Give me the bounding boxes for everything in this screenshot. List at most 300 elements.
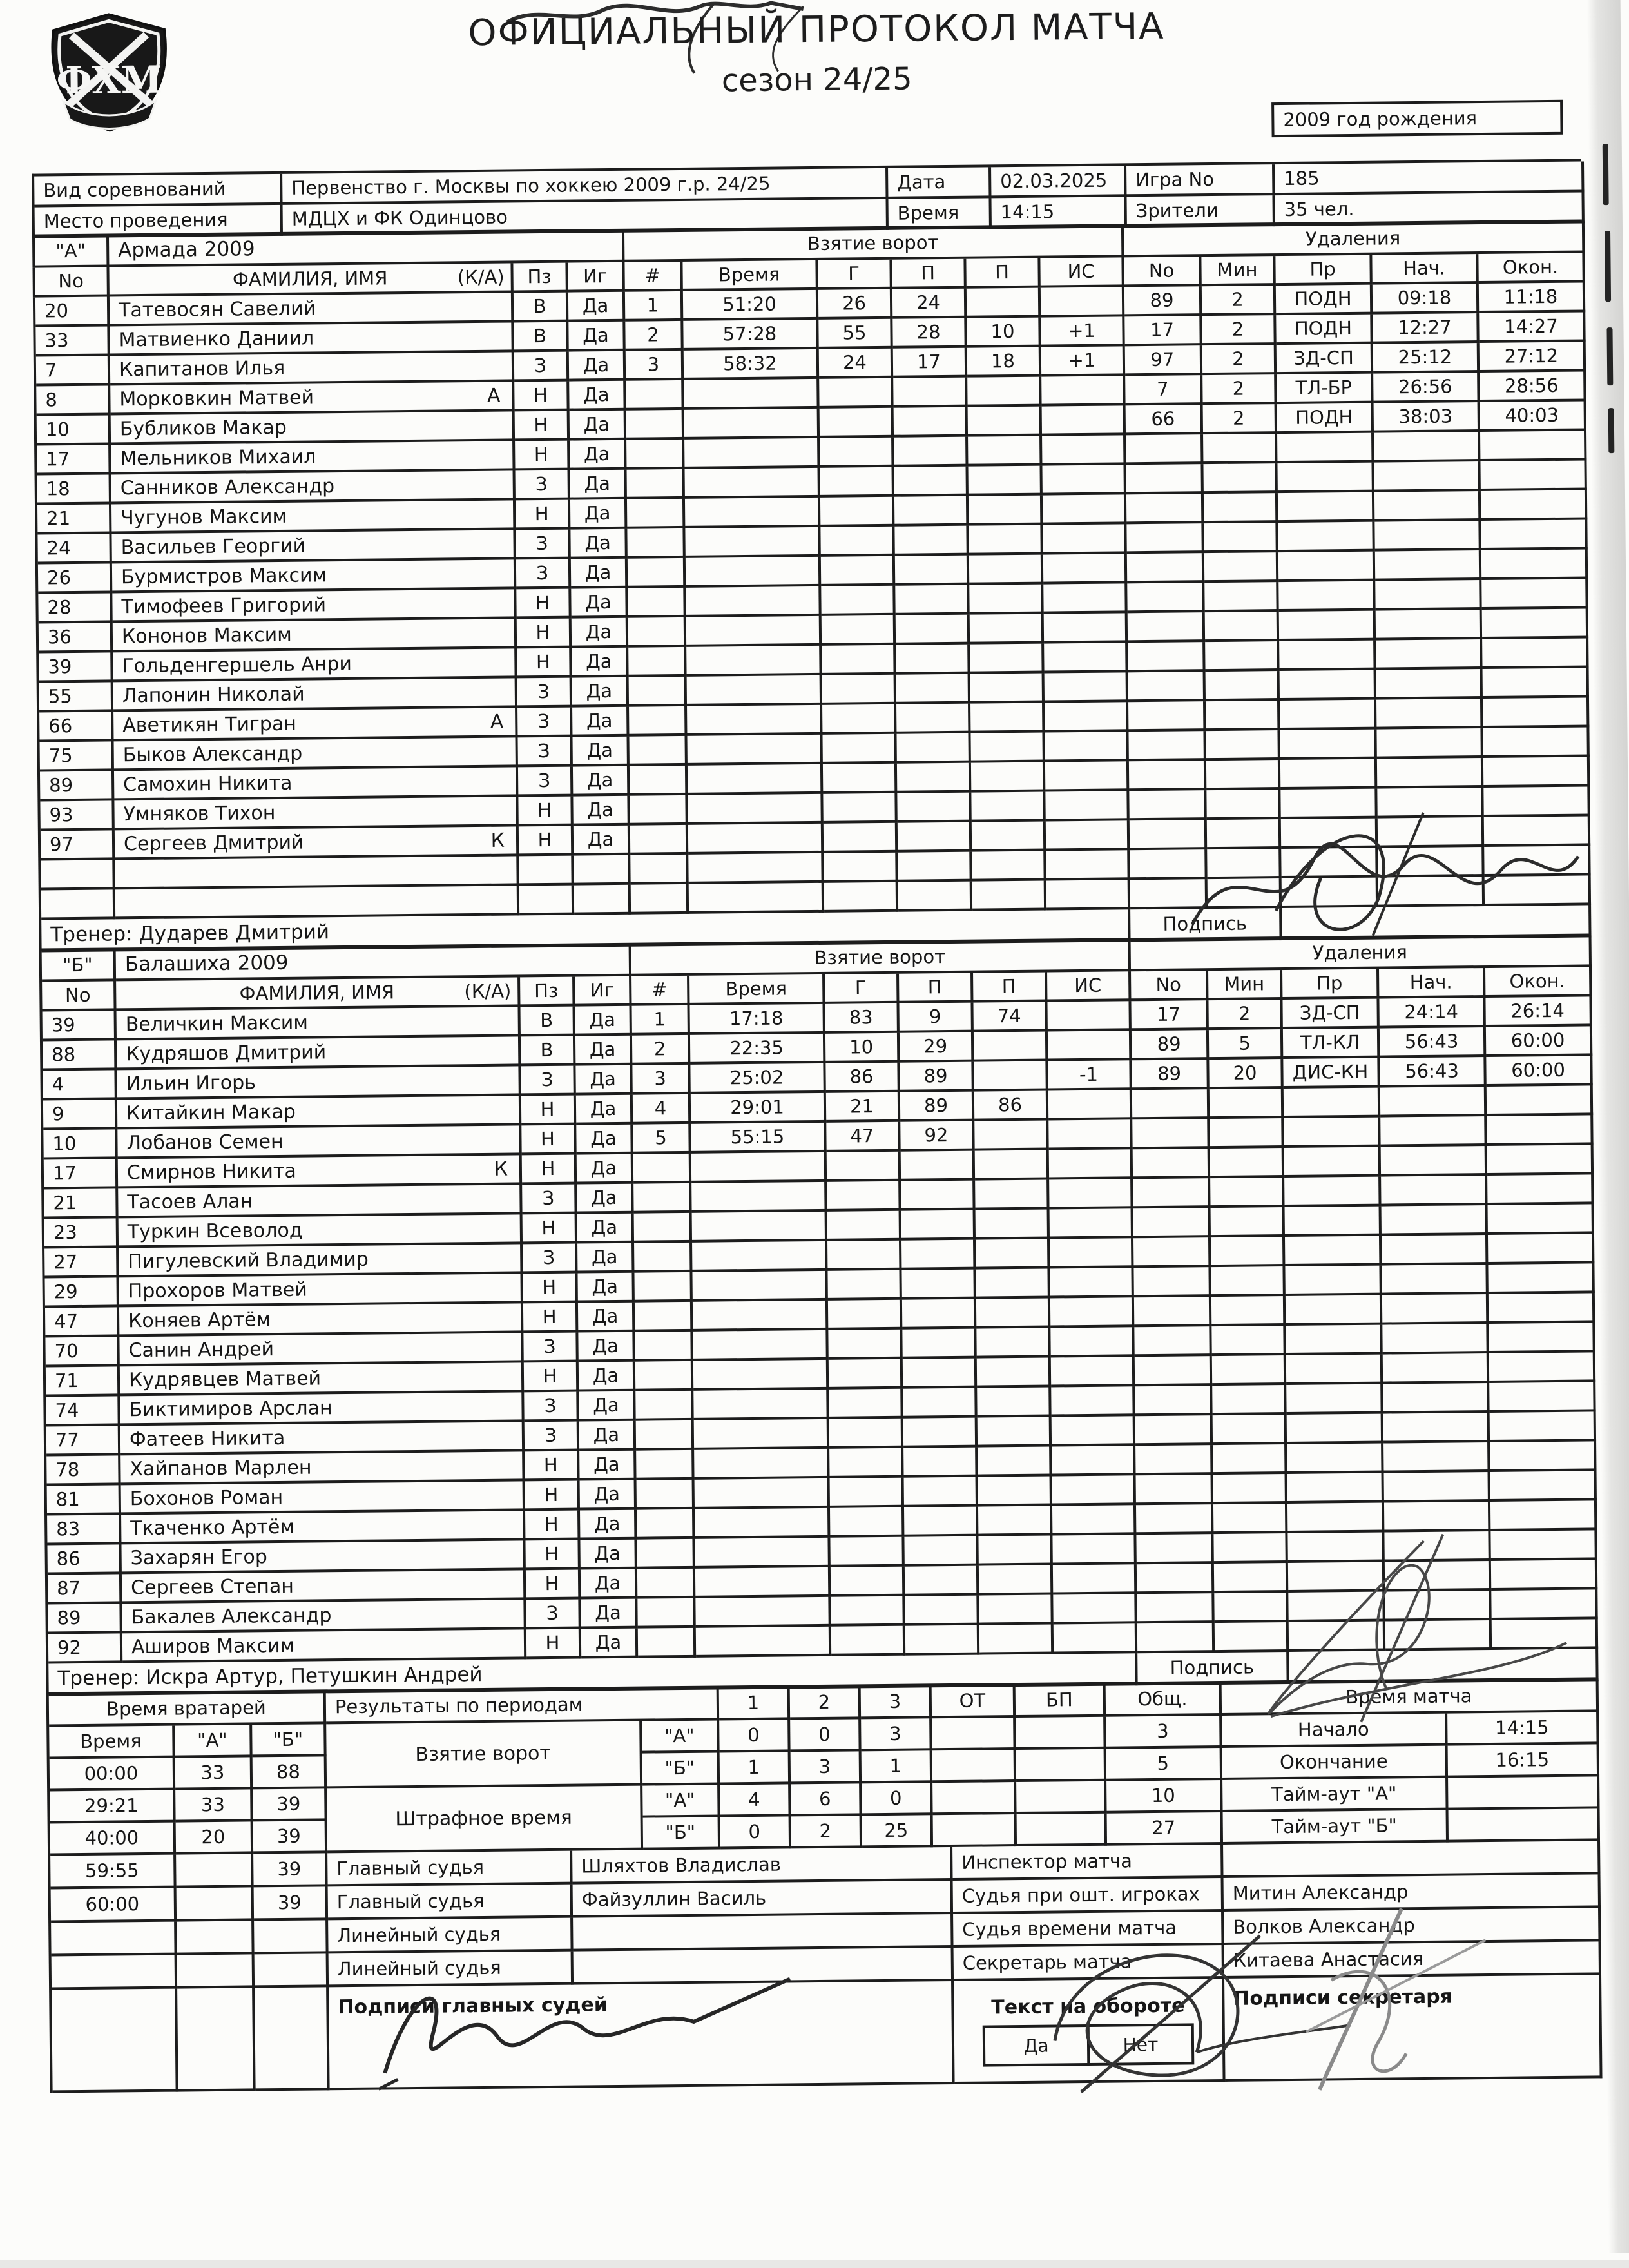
player-name: Капитанов Илья — [119, 354, 500, 381]
goal-time-cell — [685, 527, 820, 558]
goal-time-cell — [686, 586, 821, 617]
assist2-cell — [975, 1180, 1049, 1210]
penalty-type-cell — [1281, 819, 1378, 849]
penalty-number-header: No — [1124, 257, 1201, 287]
penalty-type-header: Пр — [1275, 255, 1372, 286]
player-name: Аветикян Тигран — [122, 710, 490, 736]
player-name-cell — [113, 708, 517, 741]
date-value: 02.03.2025 — [991, 166, 1126, 198]
penalty-type-cell — [1286, 1384, 1383, 1415]
penalty-start-cell — [1374, 432, 1480, 463]
player-number-cell: 66 — [39, 712, 113, 742]
assist2-cell — [976, 1239, 1050, 1270]
goalie-time-cell: 39 — [253, 1853, 327, 1887]
assist2-cell — [976, 1269, 1050, 1299]
played-cell: Да — [581, 1629, 638, 1659]
official-name-right: Митин Александр — [1224, 1874, 1601, 1912]
goal-number-cell — [627, 528, 685, 559]
goalie-time-cell — [177, 1887, 254, 1921]
position-cell: З — [516, 559, 571, 590]
goal-time-cell — [695, 1567, 831, 1598]
penalty-type-cell — [1284, 1118, 1380, 1148]
goal-number-cell — [637, 1569, 695, 1599]
penalty-minutes-cell: 20 — [1209, 1059, 1283, 1089]
official-name-left — [574, 1948, 954, 1985]
player-name-cell — [118, 1185, 522, 1218]
player-number-cell: 7 — [36, 356, 110, 386]
goal-scorer-cell — [828, 1300, 902, 1330]
penalty-end-cell — [1481, 549, 1588, 580]
player-name-cell — [118, 1155, 522, 1188]
goal-number-cell — [634, 1243, 692, 1273]
goal-number-cell: 3 — [626, 351, 684, 381]
player-name-cell — [115, 856, 519, 889]
goal-time-cell — [695, 1508, 830, 1539]
position-cell — [519, 886, 574, 916]
player-name: Пигулевский Владимир — [128, 1246, 508, 1273]
assist2-cell — [969, 555, 1043, 585]
name-header-label: ФАМИЛИЯ, ИМЯ — [116, 980, 517, 1005]
assist1-cell — [901, 1151, 975, 1181]
penalty-start-cell — [1377, 758, 1483, 789]
penalty-minutes-cell: 2 — [1203, 404, 1277, 434]
played-cell: Да — [578, 1332, 635, 1362]
penalty-minutes-cell — [1213, 1444, 1287, 1475]
goal-scorer-cell: 24 — [819, 349, 893, 379]
game-number-label: Игра No — [1126, 164, 1275, 197]
played-cell: Да — [570, 411, 626, 441]
penalty-minutes-cell: 2 — [1202, 374, 1277, 405]
goal-scorer-header: Г — [818, 260, 892, 290]
player-number-cell: 4 — [43, 1070, 117, 1100]
player-number-cell: 55 — [39, 682, 113, 712]
penalty-type-cell — [1280, 670, 1376, 701]
goal-scorer-cell — [830, 1478, 904, 1508]
player-number-cell: 20 — [35, 296, 110, 327]
position-cell: Н — [524, 1362, 579, 1393]
penalty-minutes-cell — [1204, 493, 1278, 523]
goal-number-cell — [638, 1628, 696, 1658]
goal-scorer-cell — [824, 882, 898, 913]
officials-block — [48, 1841, 1599, 1990]
goal-number-cell — [633, 1183, 691, 1214]
goalie-time-cell — [52, 1955, 177, 1990]
goal-number-cell — [634, 1272, 692, 1303]
goal-time-cell — [686, 646, 822, 677]
penalty-number-cell — [1128, 701, 1206, 732]
penalty-minutes-cell — [1203, 463, 1277, 494]
goal-number-cell: 2 — [632, 1035, 690, 1065]
penalty-start-cell — [1381, 1176, 1487, 1207]
penalty-start-cell: 56:43 — [1380, 1027, 1486, 1058]
goal-number-cell — [635, 1332, 693, 1362]
played-cell: Да — [571, 588, 628, 619]
player-number-cell: 9 — [43, 1100, 117, 1130]
goal-scorer-cell — [822, 615, 896, 646]
player-number-cell: 33 — [35, 326, 110, 356]
player-number-cell: 17 — [44, 1159, 118, 1189]
goal-scorer-cell — [822, 734, 896, 764]
player-name-cell — [111, 470, 516, 504]
penalty-number-cell — [1128, 642, 1205, 672]
penalty-end-cell — [1483, 697, 1589, 728]
penalty-end-cell — [1488, 1234, 1594, 1265]
penalty-end-cell — [1480, 431, 1586, 461]
goal-scorer-cell — [822, 645, 896, 675]
match-time-title: Время матча — [1222, 1680, 1599, 1716]
coach-name: Тренер: Дударев Дмитрий — [41, 909, 1130, 952]
penalty-type-cell — [1289, 1622, 1385, 1652]
player-name — [124, 870, 505, 874]
plusminus-cell: -1 — [1048, 1060, 1132, 1090]
assist1-cell — [898, 882, 972, 912]
plusminus-cell — [1049, 1179, 1133, 1209]
player-name-cell — [119, 1333, 523, 1366]
penalty-type-cell — [1286, 1355, 1383, 1385]
period-col-header-Общ.: Общ. — [1106, 1683, 1222, 1717]
periods-value-cell — [1017, 1814, 1107, 1846]
birth-year-box: 2009 год рождения — [1271, 100, 1563, 137]
teamA-rows — [33, 283, 1588, 920]
penalty-minutes-cell — [1205, 641, 1279, 672]
goal-number-cell — [626, 380, 684, 411]
assist2-cell — [978, 1447, 1052, 1477]
player-number-cell: 47 — [45, 1307, 119, 1337]
played-cell: Да — [577, 1184, 633, 1214]
player-number-cell: 21 — [44, 1188, 118, 1219]
penalty-start-cell — [1377, 788, 1483, 819]
goalie-time-cell: 60:00 — [51, 1888, 177, 1923]
assist2-cell — [978, 1535, 1052, 1565]
official-name-right: Китаева Анастасия — [1224, 1941, 1601, 1979]
penalty-number-cell — [1126, 523, 1204, 554]
penalty-start-cell — [1376, 610, 1482, 641]
penalty-start-cell — [1376, 728, 1483, 759]
penalty-minutes-cell — [1205, 612, 1279, 642]
assist1-cell — [898, 822, 972, 853]
position-cell: З — [526, 1600, 581, 1630]
empty-cell — [177, 1988, 256, 2091]
goals-section-header: Взятие ворот — [624, 226, 1124, 262]
assist2-cell — [968, 407, 1042, 437]
penalty-minutes-cell — [1208, 878, 1282, 909]
penalty-type-cell — [1288, 1562, 1385, 1593]
assist1-cell — [905, 1625, 979, 1656]
goal-time-header: Время — [682, 260, 818, 291]
played-cell: Да — [579, 1362, 635, 1392]
penalty-type-header: Пр — [1282, 969, 1379, 1000]
plusminus-header: ИС — [1040, 257, 1124, 287]
goal-number-cell — [629, 677, 687, 707]
player-number-cell: 21 — [37, 504, 111, 534]
plusminus-cell — [1048, 1119, 1132, 1150]
official-name-left — [573, 1914, 953, 1952]
penalty-type-cell — [1287, 1473, 1384, 1504]
penalty-end-cell — [1481, 579, 1588, 610]
goal-time-cell — [696, 1627, 831, 1658]
player-number-cell: 87 — [48, 1574, 122, 1604]
document-subtitle: сезон 24/25 — [204, 56, 1429, 104]
penalty-end-cell: 60:00 — [1486, 1056, 1592, 1087]
player-name-cell — [111, 441, 515, 474]
penalty-end-cell — [1482, 638, 1588, 669]
plusminus-cell — [1049, 1149, 1133, 1179]
plusminus-cell: +1 — [1041, 316, 1124, 347]
goal-scorer-cell — [829, 1448, 903, 1478]
penalty-minutes-cell — [1210, 1178, 1284, 1208]
penalty-type-cell — [1280, 730, 1376, 760]
penalty-end-cell — [1484, 846, 1590, 877]
played-cell: Да — [572, 737, 629, 767]
goal-time-cell: 57:28 — [683, 320, 818, 351]
penalty-minutes-cell — [1206, 790, 1280, 820]
player-name-cell — [113, 619, 517, 652]
periods-value-cell: 3 — [1106, 1716, 1222, 1749]
player-name-cell — [122, 1600, 526, 1633]
player-name-cell — [115, 886, 519, 919]
venue-label: Место проведения — [35, 205, 283, 238]
position-cell: В — [514, 322, 568, 353]
played-cell: Да — [580, 1510, 637, 1540]
plusminus-cell — [1041, 376, 1125, 406]
periods-team-cell: "Б" — [643, 1817, 720, 1850]
position-cell: Н — [523, 1303, 578, 1333]
goal-time-cell — [688, 794, 823, 825]
penalty-start-cell — [1382, 1205, 1488, 1236]
empty-cell — [52, 1989, 178, 2093]
assist1-cell — [896, 704, 970, 734]
player-name: Фатеев Никита — [130, 1424, 510, 1451]
periods-value-cell: 4 — [720, 1784, 791, 1817]
assist1-cell: 92 — [900, 1121, 974, 1152]
captain-mark: К — [494, 1158, 519, 1180]
player-name: Ильин Игорь — [126, 1069, 506, 1095]
goal-scorer-cell — [827, 1181, 901, 1212]
goal-scorer-cell — [820, 438, 894, 468]
penalty-start-cell: 24:14 — [1379, 998, 1485, 1029]
position-cell: Н — [525, 1511, 580, 1541]
goalie-time-cell — [254, 1920, 328, 1954]
plusminus-cell — [1048, 1090, 1132, 1120]
player-name: Сергеев Дмитрий — [124, 829, 491, 855]
player-name: Ткаченко Артём — [130, 1513, 511, 1540]
player-name — [124, 900, 505, 904]
player-name-cell — [114, 767, 518, 800]
assist2-cell — [968, 466, 1042, 496]
position-cell: Н — [523, 1214, 577, 1245]
penalty-end-cell — [1488, 1204, 1594, 1235]
player-name-cell — [119, 1303, 523, 1337]
penalty-minutes-cell — [1210, 1118, 1284, 1149]
penalty-type-cell: ПОДН — [1276, 285, 1373, 315]
goal-scorer-cell — [820, 497, 894, 527]
periods-value-cell: 0 — [719, 1720, 790, 1752]
position-cell: Н — [521, 1125, 576, 1156]
player-number-cell: 17 — [37, 445, 111, 475]
position-cell: В — [521, 1007, 575, 1037]
goalie-col-header: "А" — [175, 1725, 252, 1758]
position-cell: Н — [518, 797, 573, 827]
penalty-number-cell — [1135, 1386, 1212, 1416]
assist2-cell — [970, 614, 1044, 645]
document-title: ОФИЦИАЛЬНЫЙ ПРОТОКОЛ МАТЧА — [204, 3, 1429, 57]
penalty-number-cell — [1136, 1475, 1213, 1505]
penalty-minutes-cell — [1206, 701, 1280, 731]
player-number-cell — [41, 860, 115, 890]
played-cell: Да — [568, 322, 625, 352]
penalty-end-cell — [1483, 757, 1590, 788]
assist2-cell — [970, 644, 1044, 674]
assist2-cell: 86 — [974, 1091, 1048, 1121]
goal-number-cell — [628, 647, 686, 677]
penalty-number-cell — [1130, 849, 1207, 880]
goal-number-cell — [635, 1302, 693, 1332]
penalty-number-cell — [1128, 672, 1206, 702]
official-name-left: Шляхтов Владислав — [572, 1847, 952, 1885]
penalty-number-cell — [1127, 583, 1204, 613]
played-header: Иг — [568, 262, 624, 293]
goal-time-cell — [688, 824, 824, 855]
assist1-cell: 89 — [900, 1092, 974, 1122]
penalty-number-cell: 89 — [1124, 286, 1202, 316]
played-cell: Да — [571, 559, 628, 589]
goalie-time-cell: 29:21 — [50, 1790, 175, 1824]
goal-scorer-cell: 47 — [826, 1122, 900, 1152]
position-cell: З — [522, 1185, 577, 1215]
penalty-number-cell: 17 — [1124, 316, 1202, 346]
goal-scorer-cell — [827, 1211, 901, 1241]
penalty-minutes-cell — [1204, 523, 1278, 553]
assist2-cell — [970, 674, 1045, 704]
player-name: Мельников Михаил — [120, 443, 501, 470]
goal-time-cell — [692, 1271, 827, 1302]
goalie-col-header: "Б" — [252, 1724, 326, 1757]
player-name: Кудрявцев Матвей — [129, 1365, 510, 1391]
goalie-time-cell — [177, 1921, 254, 1955]
goalie-time-cell — [176, 1854, 253, 1888]
penalty-start-cell — [1374, 521, 1481, 552]
player-name-cell — [113, 648, 517, 682]
assist2-cell — [978, 1506, 1052, 1536]
penalty-type-cell — [1286, 1295, 1382, 1326]
player-name: Морковкин Матвей — [119, 384, 487, 410]
goalie-time-cell: 33 — [175, 1789, 253, 1822]
plusminus-cell — [1042, 405, 1126, 436]
played-cell: Да — [580, 1540, 637, 1570]
penalty-type-cell — [1280, 789, 1377, 819]
penalty-start-cell — [1376, 669, 1483, 700]
assist2-cell — [969, 525, 1043, 556]
assist1-cell: 9 — [899, 1003, 973, 1033]
penalty-minutes-cell — [1214, 1593, 1288, 1623]
assist1-cell — [905, 1596, 979, 1626]
penalty-end-cell — [1487, 1115, 1593, 1146]
team-name: Балашиха 2009 — [116, 945, 631, 982]
player-number-cell: 10 — [37, 415, 111, 445]
player-number-cell: 93 — [40, 800, 114, 831]
goal-scorer-cell — [829, 1389, 903, 1419]
goal-scorer-cell — [819, 378, 893, 409]
penalty-number-cell: 17 — [1131, 1000, 1208, 1031]
periods-value-cell: 3 — [791, 1751, 862, 1784]
player-number-cell: 81 — [47, 1485, 121, 1515]
player-name-cell — [122, 1629, 526, 1663]
player-number-cell: 28 — [38, 593, 112, 623]
plusminus-cell — [1053, 1594, 1137, 1624]
plusminus-cell — [1042, 435, 1126, 465]
player-name: Тасоев Алан — [127, 1187, 508, 1214]
goalie-times-title: Время вратарей — [49, 1692, 326, 1727]
assist1-cell — [894, 526, 969, 556]
played-cell: Да — [580, 1480, 637, 1511]
goal-time-cell — [684, 379, 819, 410]
assist2-cell — [970, 733, 1045, 763]
player-name-cell — [117, 1125, 521, 1159]
goal-time-cell — [693, 1390, 829, 1420]
player-number-cell: 39 — [39, 652, 113, 683]
goal-scorer-cell — [820, 527, 894, 557]
player-name: Татевосян Савелий — [119, 295, 499, 322]
assist2-cell — [972, 881, 1046, 911]
captain-mark: А — [487, 384, 512, 407]
periods-value-cell: 5 — [1106, 1748, 1222, 1781]
assist1-cell: 24 — [892, 289, 967, 319]
periods-team-cell: "А" — [642, 1720, 719, 1753]
plusminus-cell — [1045, 791, 1129, 821]
penalty-type-cell: ТЛ-КЛ — [1283, 1029, 1380, 1059]
logo-text: ФХМ — [56, 58, 162, 103]
goal-number-cell — [626, 410, 684, 440]
played-cell: Да — [575, 1065, 632, 1096]
goal-time-cell: 25:02 — [690, 1063, 825, 1094]
penalty-type-cell — [1278, 492, 1374, 523]
penalty-number-cell — [1133, 1149, 1210, 1179]
spectators-value: 35 чел. — [1275, 192, 1584, 226]
position-cell: Н — [517, 619, 572, 649]
assist2-cell — [971, 762, 1045, 793]
played-cell: Да — [570, 440, 626, 470]
penalty-end-cell — [1482, 608, 1588, 639]
plusminus-cell — [1047, 1001, 1131, 1031]
player-name-cell — [110, 352, 514, 385]
goal-number-cell — [636, 1420, 694, 1451]
assist1-cell — [903, 1448, 978, 1478]
position-cell: З — [523, 1333, 578, 1363]
penalty-end-cell — [1487, 1174, 1594, 1205]
assist2-cell: 74 — [973, 1002, 1047, 1032]
assist1-cell — [897, 763, 971, 793]
penalty-minutes-cell — [1212, 1355, 1286, 1386]
player-name-cell — [111, 530, 516, 563]
assist2-cell — [971, 792, 1045, 822]
player-name-cell — [121, 1540, 525, 1574]
official-name-left: Файзуллин Василь — [573, 1881, 953, 1918]
date-label: Дата — [888, 167, 991, 199]
assist2-cell: 18 — [967, 347, 1041, 378]
official-role-left: Главный судья — [328, 1885, 573, 1921]
goal-number-cell — [628, 617, 686, 648]
penalty-start-cell — [1374, 461, 1480, 492]
goal-scorer-cell: 10 — [825, 1033, 900, 1063]
player-name: Лапонин Николай — [122, 681, 503, 707]
match-time-value: 14:15 — [1447, 1712, 1599, 1745]
penalty-number-cell — [1126, 494, 1204, 524]
goal-time-cell — [693, 1330, 828, 1361]
penalty-type-cell — [1285, 1236, 1382, 1266]
assist1-header: П — [899, 973, 973, 1003]
player-number-cell: 75 — [40, 741, 114, 771]
played-cell: Да — [579, 1391, 635, 1422]
